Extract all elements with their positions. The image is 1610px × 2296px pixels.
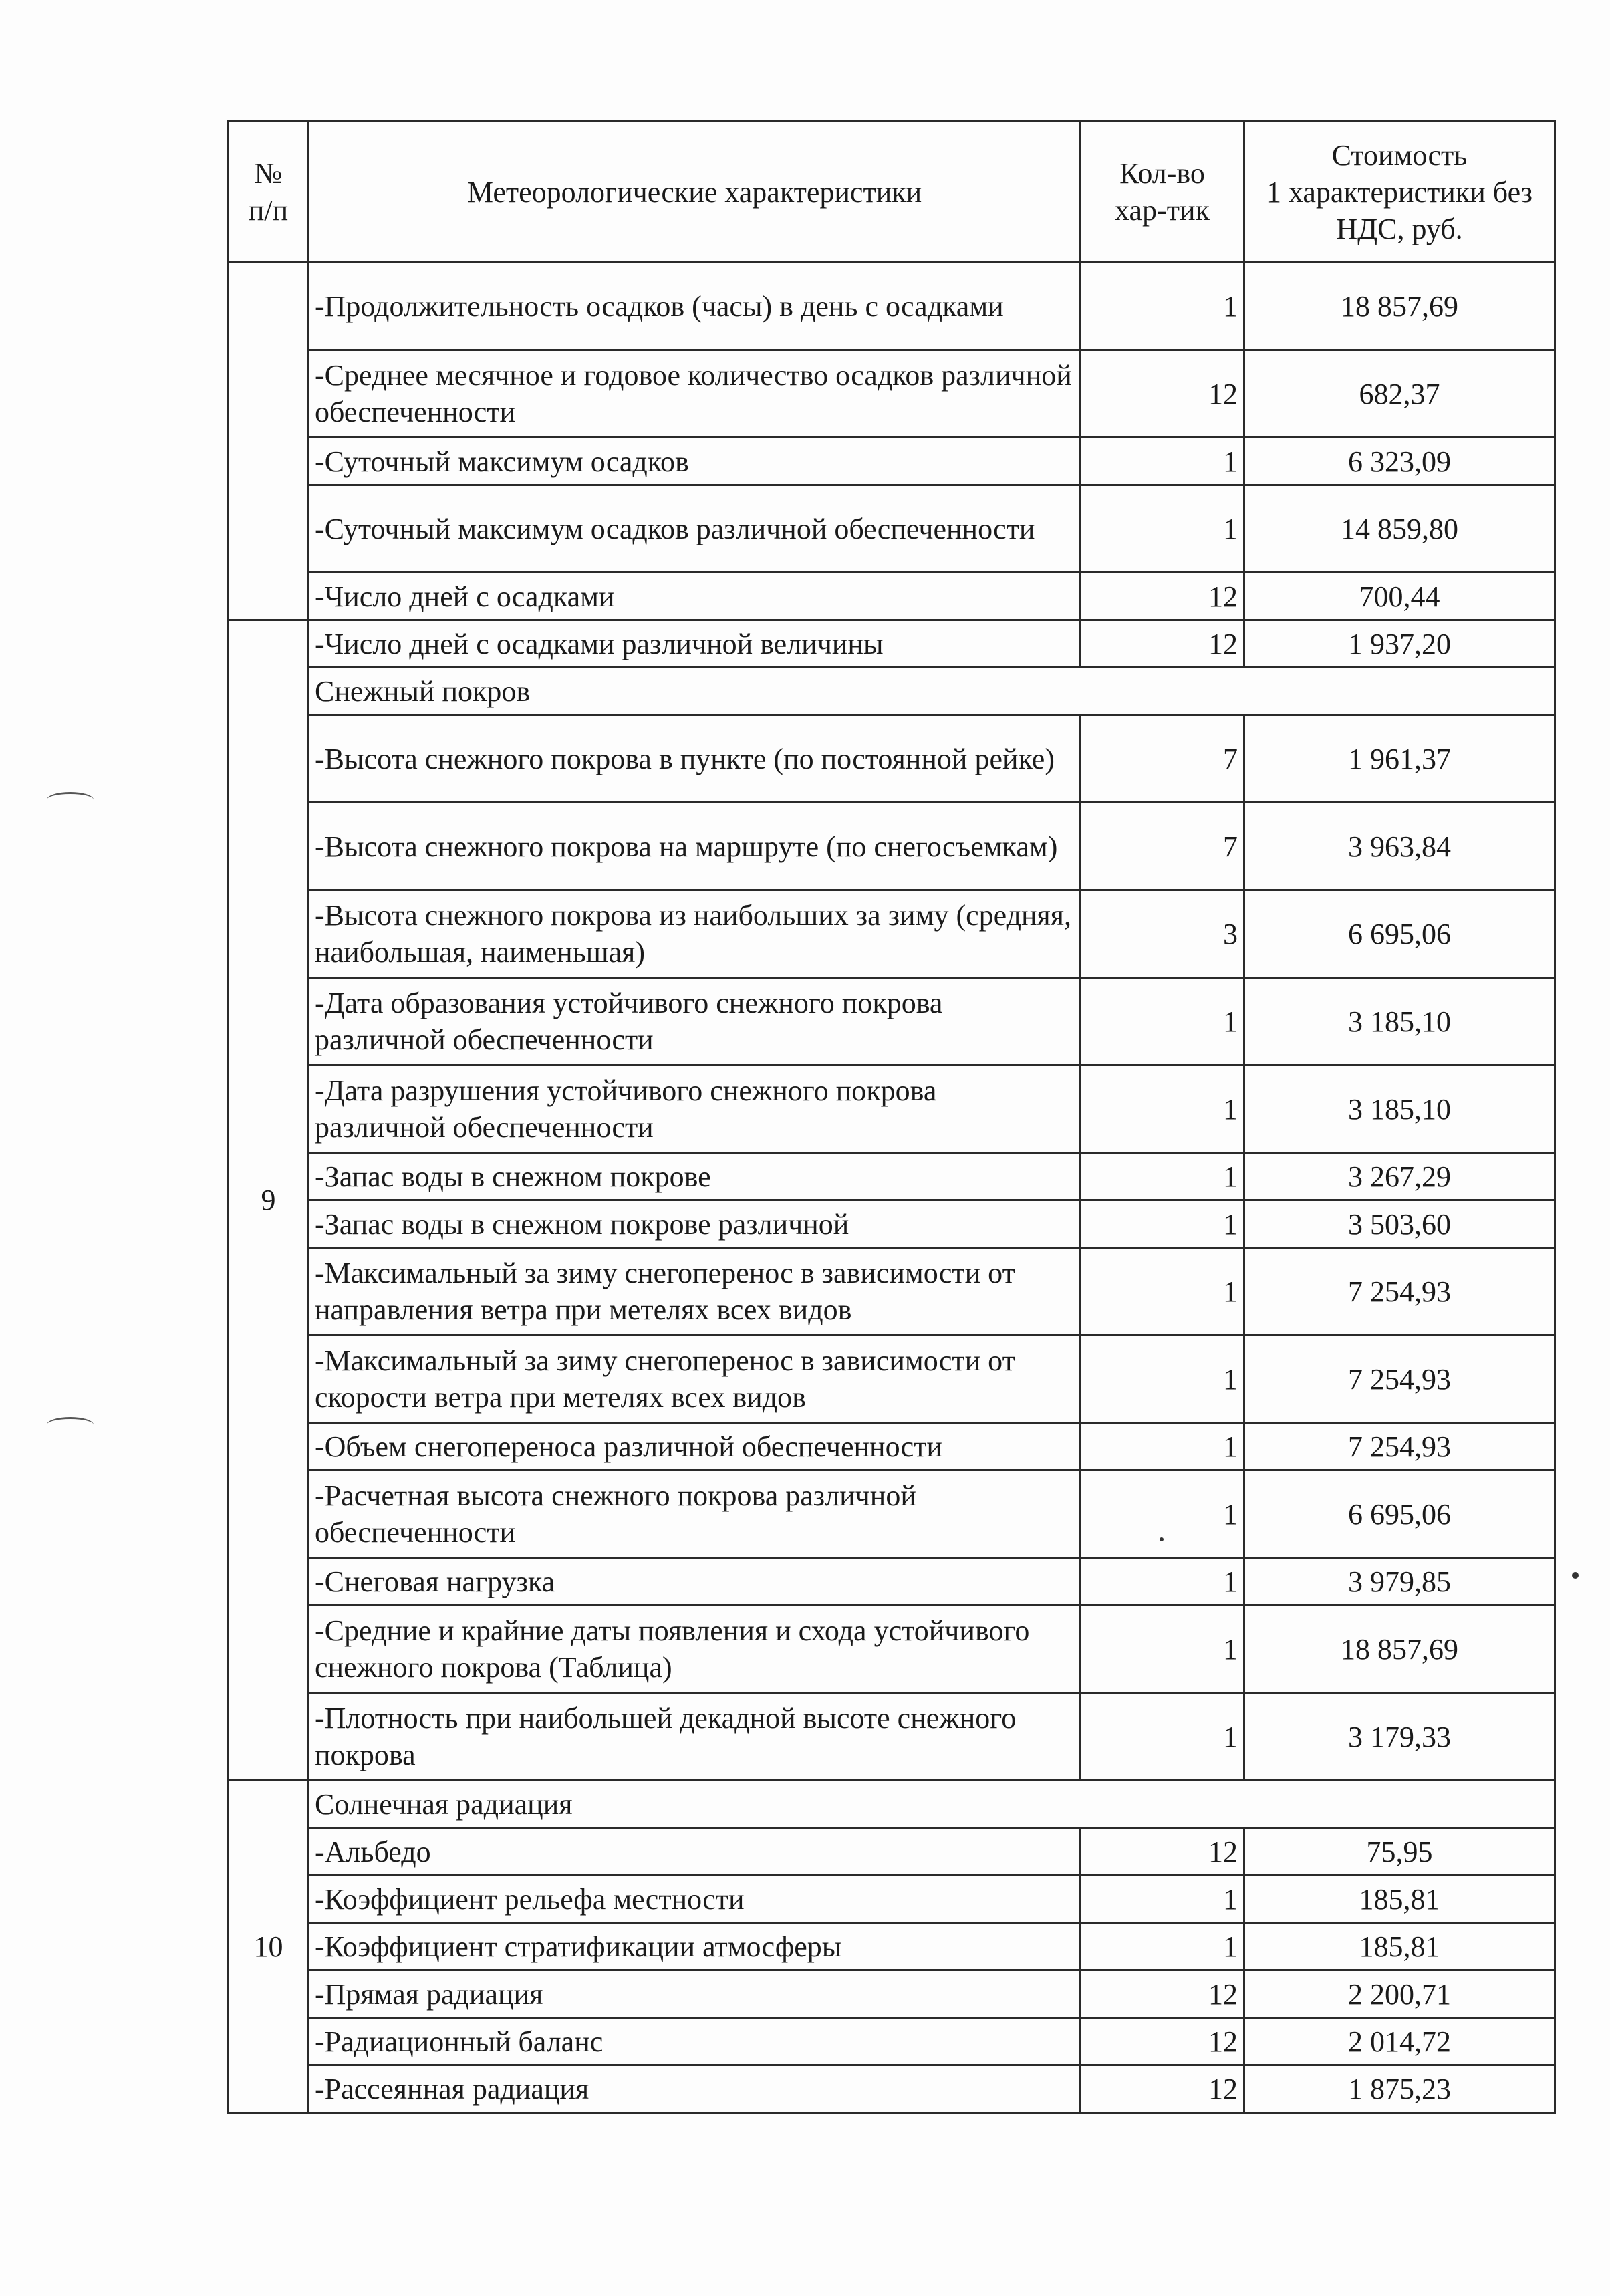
characteristic-quantity: 1 <box>1081 978 1244 1065</box>
characteristic-name: -Среднее месячное и годовое количество осадков различной обеспеченности <box>309 350 1081 438</box>
characteristic-quantity: 1 <box>1081 438 1244 485</box>
table-row <box>229 1065 1555 1153</box>
characteristic-cost: 1 937,20 <box>1244 620 1555 668</box>
characteristic-cost: 3 267,29 <box>1244 1153 1555 1200</box>
characteristic-quantity: 1 <box>1081 1248 1244 1335</box>
characteristic-quantity: 1 <box>1081 1423 1244 1471</box>
section-row <box>229 668 1555 715</box>
characteristic-quantity: 12 <box>1081 620 1244 668</box>
characteristic-name: -Дата разрушения устойчивого снежного покрова различной обеспеченности <box>309 1065 1081 1153</box>
characteristic-cost: 6 695,06 <box>1244 890 1555 978</box>
characteristic-cost: 6 323,09 <box>1244 438 1555 485</box>
section-title: Снежный покров <box>309 668 1555 715</box>
table-row <box>229 1876 1555 1923</box>
characteristic-quantity: 1 <box>1081 1876 1244 1923</box>
characteristic-quantity: 12 <box>1081 2065 1244 2113</box>
characteristic-name: -Коэффициент рельефа местности <box>309 1876 1081 1923</box>
characteristic-quantity: 1 <box>1081 1335 1244 1423</box>
section-number-cell <box>229 620 309 1781</box>
characteristic-quantity: 1 <box>1081 1153 1244 1200</box>
characteristic-quantity: 12 <box>1081 1828 1244 1876</box>
table-row <box>229 438 1555 485</box>
characteristic-name: -Число дней с осадками различной величины <box>309 620 1081 668</box>
section-title: Солнечная радиация <box>309 1781 1555 1828</box>
table-body <box>229 263 1555 2113</box>
table-row <box>229 1693 1555 1781</box>
characteristic-name: -Число дней с осадками <box>309 573 1081 620</box>
characteristic-cost: 7 254,93 <box>1244 1335 1555 1423</box>
characteristic-cost: 1 875,23 <box>1244 2065 1555 2113</box>
characteristic-cost: 6 695,06 <box>1244 1471 1555 1558</box>
table-row <box>229 803 1555 890</box>
table-row <box>229 2018 1555 2065</box>
characteristic-name: -Коэффициент стратификации атмосферы <box>309 1923 1081 1970</box>
characteristic-cost: 1 961,37 <box>1244 715 1555 803</box>
header-name <box>309 122 1081 263</box>
table-row <box>229 890 1555 978</box>
characteristic-quantity: 12 <box>1081 2018 1244 2065</box>
table-row <box>229 485 1555 573</box>
table-row <box>229 1248 1555 1335</box>
characteristic-cost: 3 979,85 <box>1244 1558 1555 1606</box>
characteristic-cost: 3 963,84 <box>1244 803 1555 890</box>
table-row <box>229 978 1555 1065</box>
characteristic-cost: 14 859,80 <box>1244 485 1555 573</box>
characteristic-name: -Продолжительность осадков (часы) в день с осадками <box>309 263 1081 350</box>
characteristic-quantity: 1 <box>1081 1693 1244 1781</box>
characteristic-name: -Высота снежного покрова из наибольших за зиму (средняя, наибольшая, наименьшая) <box>309 890 1081 978</box>
characteristic-cost: 3 179,33 <box>1244 1693 1555 1781</box>
header-number <box>229 122 309 263</box>
characteristic-name: -Альбедо <box>309 1828 1081 1876</box>
scan-speck <box>1572 1572 1579 1579</box>
characteristic-quantity: 12 <box>1081 573 1244 620</box>
table-header-row <box>229 122 1555 263</box>
characteristic-name: -Запас воды в снежном покрове различной <box>309 1200 1081 1248</box>
characteristic-name: -Средние и крайние даты появления и схода устойчивого снежного покрова (Таблица) <box>309 1606 1081 1693</box>
header-quantity <box>1081 122 1244 263</box>
characteristic-quantity: 7 <box>1081 715 1244 803</box>
table-row <box>229 1828 1555 1876</box>
characteristic-quantity: 12 <box>1081 1970 1244 2018</box>
table-row <box>229 1558 1555 1606</box>
table-row <box>229 1923 1555 1970</box>
characteristic-name: -Запас воды в снежном покрове <box>309 1153 1081 1200</box>
characteristic-quantity: 1 <box>1081 1471 1244 1558</box>
characteristic-quantity: 1 <box>1081 1923 1244 1970</box>
header-number-text: № п/п <box>248 157 289 227</box>
table-row <box>229 715 1555 803</box>
characteristic-quantity: 3 <box>1081 890 1244 978</box>
table-row <box>229 1200 1555 1248</box>
characteristic-name: -Радиационный баланс <box>309 2018 1081 2065</box>
characteristic-cost: 185,81 <box>1244 1876 1555 1923</box>
table-row <box>229 1606 1555 1693</box>
characteristic-cost: 3 185,10 <box>1244 978 1555 1065</box>
header-name-text: Метеорологические характеристики <box>466 175 922 209</box>
characteristic-cost: 2 014,72 <box>1244 2018 1555 2065</box>
characteristic-name: -Суточный максимум осадков <box>309 438 1081 485</box>
section-number: 10 <box>253 1930 283 1963</box>
table-row <box>229 573 1555 620</box>
characteristic-quantity: 1 <box>1081 1065 1244 1153</box>
table-row <box>229 1970 1555 2018</box>
characteristic-quantity: 7 <box>1081 803 1244 890</box>
header-cost <box>1244 122 1555 263</box>
characteristic-name: -Высота снежного покрова на маршруте (по снегосъемкам) <box>309 803 1081 890</box>
characteristic-cost: 18 857,69 <box>1244 263 1555 350</box>
characteristic-cost: 682,37 <box>1244 350 1555 438</box>
characteristic-quantity: 1 <box>1081 1200 1244 1248</box>
table-row <box>229 620 1555 668</box>
table-row <box>229 2065 1555 2113</box>
section-number: 9 <box>261 1184 276 1217</box>
characteristic-quantity: 1 <box>1081 485 1244 573</box>
characteristic-name: -Прямая радиация <box>309 1970 1081 2018</box>
characteristic-cost: 185,81 <box>1244 1923 1555 1970</box>
table-row <box>229 1153 1555 1200</box>
table-row <box>229 1471 1555 1558</box>
scan-mark <box>47 792 94 807</box>
characteristic-name: -Снеговая нагрузка <box>309 1558 1081 1606</box>
section-number-cell <box>229 263 309 620</box>
characteristic-name: -Рассеянная радиация <box>309 2065 1081 2113</box>
characteristic-quantity: 1 <box>1081 263 1244 350</box>
characteristic-name: -Суточный максимум осадков различной обеспеченности <box>309 485 1081 573</box>
characteristic-cost: 18 857,69 <box>1244 1606 1555 1693</box>
characteristic-cost: 3 503,60 <box>1244 1200 1555 1248</box>
characteristic-cost: 2 200,71 <box>1244 1970 1555 2018</box>
characteristic-name: -Максимальный за зиму снегоперенос в зависимости от скорости ветра при метелях всех видов <box>309 1335 1081 1423</box>
characteristic-name: -Объем снегопереноса различной обеспеченности <box>309 1423 1081 1471</box>
characteristic-cost: 7 254,93 <box>1244 1248 1555 1335</box>
header-cost-text: Стоимость 1 характеристики без НДС, руб. <box>1266 138 1533 245</box>
characteristic-cost: 75,95 <box>1244 1828 1555 1876</box>
table-row <box>229 1423 1555 1471</box>
characteristic-cost: 700,44 <box>1244 573 1555 620</box>
characteristic-name: -Плотность при наибольшей декадной высоте снежного покрова <box>309 1693 1081 1781</box>
characteristic-name: -Максимальный за зиму снегоперенос в зависимости от направления ветра при метелях всех видов <box>309 1248 1081 1335</box>
scan-mark <box>47 1417 94 1432</box>
table-row <box>229 263 1555 350</box>
header-quantity-text: Кол-во хар-тик <box>1115 157 1210 227</box>
characteristic-name: -Расчетная высота снежного покрова различной обеспеченности <box>309 1471 1081 1558</box>
characteristic-quantity: 1 <box>1081 1558 1244 1606</box>
characteristic-name: -Дата образования устойчивого снежного покрова различной обеспеченности <box>309 978 1081 1065</box>
characteristic-cost: 7 254,93 <box>1244 1423 1555 1471</box>
characteristic-quantity: 12 <box>1081 350 1244 438</box>
table-row <box>229 350 1555 438</box>
characteristic-quantity: 1 <box>1081 1606 1244 1693</box>
characteristic-cost: 3 185,10 <box>1244 1065 1555 1153</box>
characteristics-table <box>227 120 1556 2114</box>
table-row <box>229 1335 1555 1423</box>
section-number-cell <box>229 1781 309 2113</box>
characteristic-name: -Высота снежного покрова в пункте (по постоянной рейке) <box>309 715 1081 803</box>
section-row <box>229 1781 1555 1828</box>
